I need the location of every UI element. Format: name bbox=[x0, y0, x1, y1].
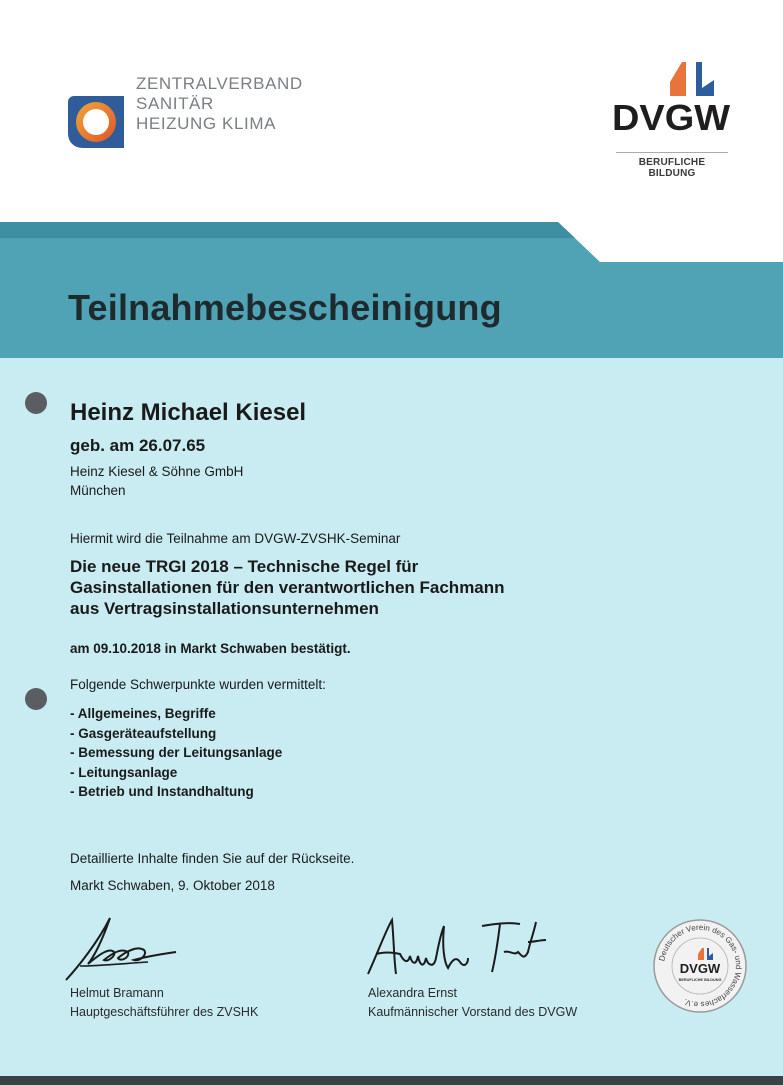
seminar-title-line-3: aus Vertragsinstallationsunternehmen bbox=[70, 599, 379, 618]
zvshk-line-3: HEIZUNG KLIMA bbox=[136, 114, 277, 133]
zvshk-logo-icon bbox=[68, 96, 124, 148]
bottom-bar bbox=[0, 1076, 783, 1085]
zvshk-wordmark bbox=[136, 74, 303, 134]
topic-list bbox=[70, 704, 282, 802]
signature-ernst bbox=[364, 912, 554, 982]
participant-company: Heinz Kiesel & Söhne GmbH bbox=[70, 464, 244, 479]
seminar-title-line-1: Die neue TRGI 2018 – Technische Regel für bbox=[70, 557, 419, 576]
signature-bramann bbox=[58, 912, 188, 984]
participant-dob: geb. am 26.07.65 bbox=[70, 436, 206, 455]
dvgw-wordmark: DVGW bbox=[612, 97, 731, 134]
list-item: - Gasgeräteaufstellung bbox=[70, 725, 217, 741]
place-date: Markt Schwaben, 9. Oktober 2018 bbox=[70, 878, 275, 893]
signer-ernst bbox=[368, 984, 577, 1022]
intro-text: Hiermit wird die Teilnahme am DVGW-ZVSHK-Seminar bbox=[70, 531, 401, 546]
details-note: Detaillierte Inhalte finden Sie auf der Rückseite. bbox=[70, 851, 355, 866]
confirmation-text: am 09.10.2018 in Markt Schwaben bestätigt. bbox=[70, 641, 351, 656]
signer-name: Alexandra Ernst bbox=[368, 986, 457, 1000]
dvgw-subtitle: BERUFLICHE BILDUNG bbox=[616, 152, 728, 179]
seminar-title bbox=[70, 556, 630, 619]
document-title: Teilnahmebescheinigung bbox=[68, 287, 502, 328]
signer-role: Kaufmännischer Vorstand des DVGW bbox=[368, 1005, 578, 1019]
list-item: - Bemessung der Leitungsanlage bbox=[70, 745, 283, 760]
dvgw-seal-stamp bbox=[652, 918, 748, 1014]
punch-hole bbox=[25, 688, 47, 710]
seal-center-text: DVGW bbox=[679, 961, 721, 976]
list-item: - Betrieb und Instandhaltung bbox=[70, 784, 254, 799]
dvgw-logo-icon bbox=[612, 58, 732, 134]
seal-ring-text: Deutscher Verein des Gas- und Wasserfaches e.V. bbox=[657, 922, 744, 1010]
seminar-title-line-2: Gasinstallationen für den verantwortlichen Fachmann bbox=[70, 578, 505, 597]
zvshk-line-1: ZENTRALVERBAND bbox=[136, 74, 303, 93]
focus-intro: Folgende Schwerpunkte wurden vermittelt: bbox=[70, 677, 326, 692]
seal-sub-text: BERUFLICHE BILDUNG bbox=[678, 978, 722, 982]
zvshk-line-2: SANITÄR bbox=[136, 94, 214, 113]
signer-name: Helmut Bramann bbox=[70, 986, 164, 1000]
participant-name: Heinz Michael Kiesel bbox=[70, 399, 307, 426]
signer-role: Hauptgeschäftsführer des ZVSHK bbox=[70, 1005, 259, 1019]
punch-hole bbox=[25, 392, 47, 414]
list-item: - Allgemeines, Begriffe bbox=[70, 706, 216, 721]
list-item: - Leitungsanlage bbox=[70, 764, 178, 780]
participant-city: München bbox=[70, 483, 126, 498]
signer-bramann bbox=[70, 984, 258, 1022]
